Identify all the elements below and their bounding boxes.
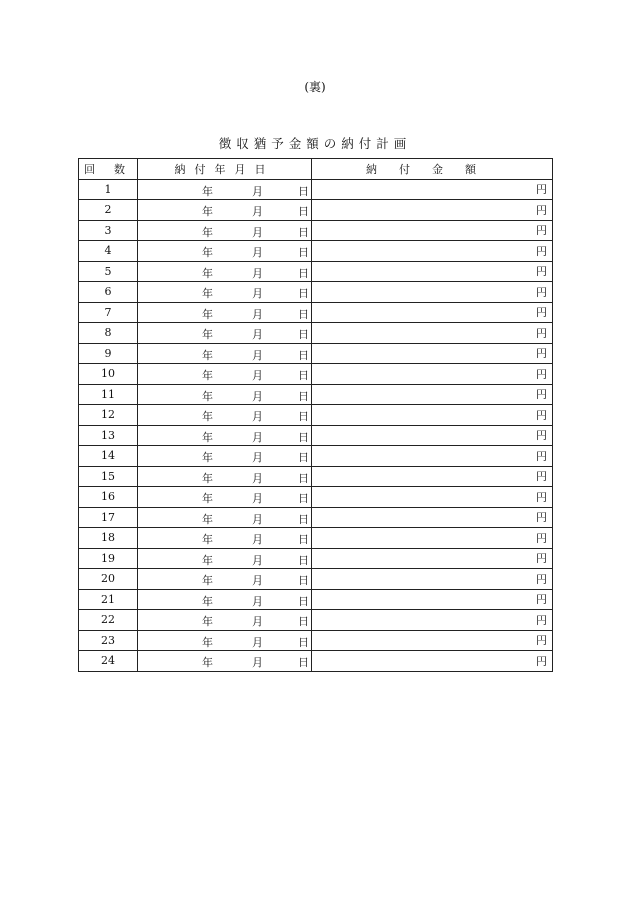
table-row: [79, 507, 553, 528]
table-row: [79, 630, 553, 651]
table-row: [79, 179, 553, 200]
payment-amount-field[interactable]: [312, 610, 553, 631]
payment-amount-field[interactable]: [312, 446, 553, 467]
payment-date-field[interactable]: [138, 466, 312, 487]
payment-date-field[interactable]: [138, 343, 312, 364]
yen-unit-label: 円: [536, 265, 547, 279]
month-unit-label: 月: [252, 246, 263, 259]
table-row: [79, 569, 553, 590]
day-unit-label: 日: [298, 184, 309, 198]
payment-date-field[interactable]: [138, 507, 312, 528]
table-row: [79, 323, 553, 344]
payment-date-field[interactable]: [138, 364, 312, 385]
installment-number: 5: [79, 261, 138, 282]
year-unit-label: 年: [202, 492, 213, 505]
day-unit-label: 日: [298, 451, 309, 464]
payment-date-field[interactable]: [138, 405, 312, 426]
payment-amount-field[interactable]: [312, 302, 553, 323]
day-unit-label: 日: [298, 430, 309, 444]
page-side-label: (裏): [304, 80, 326, 94]
month-unit-label: 月: [252, 205, 263, 218]
payment-date-field[interactable]: [138, 302, 312, 323]
day-unit-label: 日: [298, 348, 309, 362]
payment-date-field[interactable]: [138, 323, 312, 344]
yen-unit-label: 円: [536, 326, 547, 340]
yen-unit-label: 円: [536, 306, 547, 320]
day-unit-label: 日: [298, 594, 309, 608]
installment-number: 4: [79, 241, 138, 262]
month-unit-label: 月: [252, 430, 263, 444]
payment-plan-table: [78, 158, 553, 672]
year-unit-label: 年: [202, 328, 213, 341]
payment-date-field[interactable]: [138, 610, 312, 631]
payment-amount-field[interactable]: [312, 651, 553, 672]
yen-unit-label: 円: [536, 613, 547, 627]
month-unit-label: 月: [252, 656, 263, 669]
month-unit-label: 月: [252, 512, 263, 526]
installment-number: 6: [79, 282, 138, 303]
table-row: [79, 302, 553, 323]
yen-unit-label: 円: [536, 347, 547, 361]
payment-amount-field[interactable]: [312, 343, 553, 364]
installment-number: 9: [79, 343, 138, 364]
header-payment-amount: 納付金額: [312, 159, 553, 180]
table-row: [79, 425, 553, 446]
month-unit-label: 月: [252, 553, 263, 567]
table-row: [79, 528, 553, 549]
year-unit-label: 年: [202, 389, 213, 403]
table-row: [79, 446, 553, 467]
table-row: [79, 384, 553, 405]
year-unit-label: 年: [202, 184, 213, 198]
day-unit-label: 日: [298, 615, 309, 628]
yen-unit-label: 円: [536, 388, 547, 402]
header-installment-number: [79, 159, 138, 180]
year-unit-label: 年: [202, 574, 213, 587]
table-row: [79, 200, 553, 221]
payment-amount-field[interactable]: [312, 364, 553, 385]
month-unit-label: 月: [252, 410, 263, 423]
yen-unit-label: 円: [536, 183, 547, 197]
table-row: [79, 343, 553, 364]
table-row: [79, 405, 553, 426]
year-unit-label: 年: [202, 615, 213, 628]
yen-unit-label: 円: [536, 511, 547, 525]
month-unit-label: 月: [252, 615, 263, 628]
yen-unit-label: 円: [536, 572, 547, 586]
installment-number: 21: [79, 589, 138, 610]
payment-date-field[interactable]: [138, 241, 312, 262]
year-unit-label: 年: [202, 225, 213, 239]
payment-date-field[interactable]: [138, 528, 312, 549]
month-unit-label: 月: [252, 574, 263, 587]
installment-number: 8: [79, 323, 138, 344]
installment-number: 1: [79, 179, 138, 200]
yen-unit-label: 円: [536, 429, 547, 443]
payment-date-field[interactable]: [138, 487, 312, 508]
yen-unit-label: 円: [536, 470, 547, 484]
year-unit-label: 年: [202, 471, 213, 485]
header-count-char-1: 回: [84, 162, 97, 176]
table-row: [79, 364, 553, 385]
payment-amount-field[interactable]: [312, 241, 553, 262]
month-unit-label: 月: [252, 184, 263, 198]
installment-number: 2: [79, 200, 138, 221]
installment-number: 3: [79, 220, 138, 241]
year-unit-label: 年: [202, 512, 213, 526]
payment-date-field[interactable]: [138, 384, 312, 405]
payment-amount-field[interactable]: [312, 487, 553, 508]
day-unit-label: 日: [298, 656, 309, 669]
year-unit-label: 年: [202, 246, 213, 259]
month-unit-label: 月: [252, 287, 263, 300]
payment-amount-field[interactable]: [312, 548, 553, 569]
day-unit-label: 日: [298, 246, 309, 259]
payment-amount-field[interactable]: [312, 507, 553, 528]
month-unit-label: 月: [252, 533, 263, 546]
yen-unit-label: 円: [536, 203, 547, 217]
payment-amount-field[interactable]: [312, 384, 553, 405]
payment-date-field[interactable]: [138, 425, 312, 446]
day-unit-label: 日: [298, 533, 309, 546]
day-unit-label: 日: [298, 492, 309, 505]
table-row: [79, 610, 553, 631]
payment-amount-field[interactable]: [312, 425, 553, 446]
table-row: [79, 651, 553, 672]
day-unit-label: 日: [298, 287, 309, 300]
installment-number: 7: [79, 302, 138, 323]
payment-date-field[interactable]: [138, 569, 312, 590]
year-unit-label: 年: [202, 553, 213, 567]
day-unit-label: 日: [298, 328, 309, 341]
year-unit-label: 年: [202, 451, 213, 464]
yen-unit-label: 円: [536, 449, 547, 463]
month-unit-label: 月: [252, 492, 263, 505]
payment-amount-field[interactable]: [312, 589, 553, 610]
month-unit-label: 月: [252, 369, 263, 382]
installment-number: 12: [79, 405, 138, 426]
payment-date-field[interactable]: [138, 589, 312, 610]
month-unit-label: 月: [252, 307, 263, 321]
table-row: [79, 487, 553, 508]
day-unit-label: 日: [298, 574, 309, 587]
payment-amount-field[interactable]: [312, 569, 553, 590]
payment-date-field[interactable]: [138, 651, 312, 672]
installment-number: 24: [79, 651, 138, 672]
installment-number: 16: [79, 487, 138, 508]
payment-date-field[interactable]: [138, 548, 312, 569]
yen-unit-label: 円: [536, 490, 547, 504]
year-unit-label: 年: [202, 369, 213, 382]
day-unit-label: 日: [298, 307, 309, 321]
year-unit-label: 年: [202, 410, 213, 423]
payment-amount-field[interactable]: [312, 200, 553, 221]
payment-date-field[interactable]: [138, 630, 312, 651]
year-unit-label: 年: [202, 287, 213, 300]
month-unit-label: 月: [252, 225, 263, 239]
payment-date-field[interactable]: [138, 220, 312, 241]
payment-date-field[interactable]: [138, 446, 312, 467]
payment-amount-field[interactable]: [312, 323, 553, 344]
year-unit-label: 年: [202, 430, 213, 444]
installment-number: 13: [79, 425, 138, 446]
payment-amount-field[interactable]: [312, 528, 553, 549]
day-unit-label: 日: [298, 389, 309, 403]
installment-number: 10: [79, 364, 138, 385]
yen-unit-label: 円: [536, 285, 547, 299]
table-header-row: [79, 159, 553, 180]
payment-date-field[interactable]: [138, 179, 312, 200]
day-unit-label: 日: [298, 553, 309, 567]
table-row: [79, 466, 553, 487]
month-unit-label: 月: [252, 348, 263, 362]
day-unit-label: 日: [298, 635, 309, 649]
day-unit-label: 日: [298, 512, 309, 526]
payment-date-field[interactable]: [138, 282, 312, 303]
table-row: [79, 261, 553, 282]
yen-unit-label: 円: [536, 634, 547, 648]
year-unit-label: 年: [202, 656, 213, 669]
payment-amount-field[interactable]: [312, 630, 553, 651]
installment-number: 22: [79, 610, 138, 631]
installment-number: 14: [79, 446, 138, 467]
payment-amount-field[interactable]: [312, 405, 553, 426]
month-unit-label: 月: [252, 266, 263, 280]
yen-unit-label: 円: [536, 408, 547, 422]
payment-amount-field[interactable]: [312, 261, 553, 282]
day-unit-label: 日: [298, 410, 309, 423]
table-body: [79, 179, 553, 671]
year-unit-label: 年: [202, 307, 213, 321]
year-unit-label: 年: [202, 594, 213, 608]
month-unit-label: 月: [252, 635, 263, 649]
header-payment-date: 納付年月日: [138, 159, 312, 180]
month-unit-label: 月: [252, 471, 263, 485]
table-row: [79, 220, 553, 241]
installment-number: 20: [79, 569, 138, 590]
installment-number: 15: [79, 466, 138, 487]
yen-unit-label: 円: [536, 593, 547, 607]
table-row: [79, 548, 553, 569]
year-unit-label: 年: [202, 348, 213, 362]
month-unit-label: 月: [252, 389, 263, 403]
installment-number: 19: [79, 548, 138, 569]
day-unit-label: 日: [298, 205, 309, 218]
payment-amount-field[interactable]: [312, 466, 553, 487]
table-row: [79, 241, 553, 262]
yen-unit-label: 円: [536, 224, 547, 238]
installment-number: 17: [79, 507, 138, 528]
yen-unit-label: 円: [536, 654, 547, 668]
header-count-char-2: 数: [114, 162, 127, 176]
yen-unit-label: 円: [536, 552, 547, 566]
month-unit-label: 月: [252, 328, 263, 341]
year-unit-label: 年: [202, 635, 213, 649]
day-unit-label: 日: [298, 369, 309, 382]
yen-unit-label: 円: [536, 367, 547, 381]
yen-unit-label: 円: [536, 244, 547, 258]
month-unit-label: 月: [252, 451, 263, 464]
installment-number: 18: [79, 528, 138, 549]
day-unit-label: 日: [298, 225, 309, 239]
document-title: 徴収猶予金額の納付計画: [218, 136, 412, 151]
table-row: [79, 282, 553, 303]
payment-amount-field[interactable]: [312, 282, 553, 303]
day-unit-label: 日: [298, 266, 309, 280]
yen-unit-label: 円: [536, 531, 547, 545]
month-unit-label: 月: [252, 594, 263, 608]
year-unit-label: 年: [202, 533, 213, 546]
installment-number: 11: [79, 384, 138, 405]
year-unit-label: 年: [202, 205, 213, 218]
installment-number: 23: [79, 630, 138, 651]
day-unit-label: 日: [298, 471, 309, 485]
payment-date-field[interactable]: [138, 200, 312, 221]
year-unit-label: 年: [202, 266, 213, 280]
payment-amount-field[interactable]: [312, 220, 553, 241]
payment-amount-field[interactable]: [312, 179, 553, 200]
table-row: [79, 589, 553, 610]
payment-date-field[interactable]: [138, 261, 312, 282]
